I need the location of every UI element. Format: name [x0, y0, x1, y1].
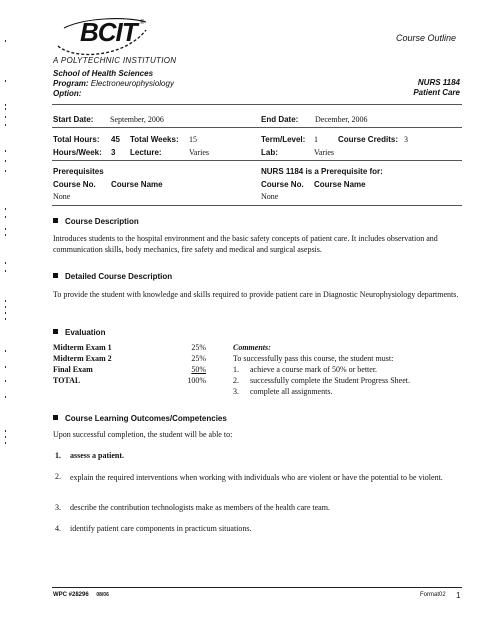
divider — [52, 127, 462, 128]
lecture-value: Varies — [189, 148, 209, 157]
hours-week-label: Hours/Week: — [53, 148, 102, 157]
prerequisites-heading: Prerequisites — [53, 167, 104, 176]
eval-item-name: Midterm Exam 1 — [53, 343, 112, 352]
outcome-num: 4. — [55, 524, 61, 533]
bullet-square-icon — [53, 415, 58, 420]
start-date-label: Start Date: — [53, 115, 94, 124]
evaluation-heading: Evaluation — [53, 328, 105, 337]
lecture-label: Lecture: — [130, 148, 162, 157]
outcomes-intro: Upon successful completion, the student will be able to: — [53, 430, 233, 439]
logo-text: BCIT — [80, 17, 137, 47]
bullet-square-icon — [53, 273, 58, 278]
hours-week-value: 3 — [111, 148, 116, 157]
option-label: Option: — [53, 89, 82, 98]
total-weeks-value: 15 — [189, 135, 197, 144]
start-date-value: September, 2006 — [110, 115, 164, 124]
term-level-label: Term/Level: — [261, 135, 306, 144]
outcome-text: describe the contribution technologists make as members of the health care team. — [70, 503, 330, 512]
end-date-value: December, 2006 — [315, 115, 368, 124]
total-hours-label: Total Hours: — [53, 135, 100, 144]
program-line — [53, 79, 174, 88]
comment-num: 1. — [233, 365, 239, 374]
outcome-text: assess a patient. — [70, 451, 125, 460]
comment-text: successfully complete the Student Progress Sheet. — [250, 376, 410, 385]
lab-value: Varies — [314, 148, 334, 157]
footer-wpc: WPC #28296 08/06 — [53, 592, 109, 598]
course-title: Patient Care — [413, 88, 460, 97]
prereq-col-no: Course No. — [53, 180, 96, 189]
footer-divider — [52, 587, 462, 588]
end-date-label: End Date: — [261, 115, 299, 124]
course-description-heading: Course Description — [53, 217, 139, 226]
footer-format: Format02 — [420, 592, 446, 598]
prereq-value: None — [53, 192, 71, 201]
eval-item-name: TOTAL — [53, 376, 81, 385]
prereq-for-col-no: Course No. — [261, 180, 304, 189]
comments-label: Comments: — [233, 343, 271, 352]
eval-item-value: 25% — [191, 343, 206, 352]
bcit-logo — [54, 16, 154, 58]
divider — [52, 104, 462, 105]
course-code: NURS 1184 — [417, 78, 460, 87]
comments-intro: To successfully pass this course, the student must: — [233, 354, 394, 363]
comment-text: achieve a course mark of 50% or better. — [250, 365, 378, 374]
course-credits-value: 3 — [404, 135, 408, 144]
program-label: Program: — [53, 79, 89, 88]
eval-item-value: 50% — [191, 365, 206, 374]
outcome-num: 1. — [55, 451, 61, 460]
outcomes-heading: Course Learning Outcomes/Competencies — [53, 414, 227, 423]
detailed-description-text: To provide the student with knowledge and skills required to provide patient care in Diagnostic Neurophysiology departments. — [53, 290, 459, 299]
svg-text:®: ® — [140, 20, 145, 26]
comment-num: 3. — [233, 387, 239, 396]
prereq-for-col-name: Course Name — [314, 180, 366, 189]
divider — [52, 205, 462, 206]
eval-item-name: Midterm Exam 2 — [53, 354, 112, 363]
bullet-square-icon — [53, 218, 58, 223]
prereq-for-value: None — [261, 192, 279, 201]
eval-item-value: 25% — [191, 354, 206, 363]
eval-item-name: Final Exam — [53, 365, 93, 374]
outcome-num: 3. — [55, 503, 61, 512]
total-weeks-label: Total Weeks: — [130, 135, 179, 144]
prereq-col-name: Course Name — [111, 180, 163, 189]
comment-num: 2. — [233, 376, 239, 385]
school-name: School of Health Sciences — [53, 69, 154, 78]
outcome-text: identify patient care components in practicum situations. — [70, 524, 252, 533]
course-credits-label: Course Credits: — [338, 135, 399, 144]
page-number: 1 — [456, 591, 461, 600]
lab-label: Lab: — [261, 148, 278, 157]
outcome-num: 2. — [55, 472, 61, 481]
comment-text: complete all assignments. — [250, 387, 333, 396]
outcome-text: explain the required interventions when working with individuals who are violent or have the potential to be violent. — [70, 473, 443, 482]
eval-item-value: 100% — [187, 376, 206, 385]
divider — [52, 160, 462, 161]
detailed-description-heading: Detailed Course Description — [53, 272, 172, 281]
program-value: Electroneurophysiology — [90, 79, 174, 88]
doc-type: Course Outline — [396, 33, 457, 43]
prereq-for-heading: NURS 1184 is a Prerequisite for: — [261, 167, 383, 176]
institution-tagline: A POLYTECHNIC INSTITUTION — [53, 56, 177, 65]
total-hours-value: 45 — [111, 135, 120, 144]
term-level-value: 1 — [314, 135, 318, 144]
course-description-text: Introduces students to the hospital environment and the basic safety concepts of patient care. It includes observation and communication skills, body mechanics, fire safety and medical and surgical asepsis. — [53, 234, 438, 254]
bullet-square-icon — [53, 329, 58, 334]
